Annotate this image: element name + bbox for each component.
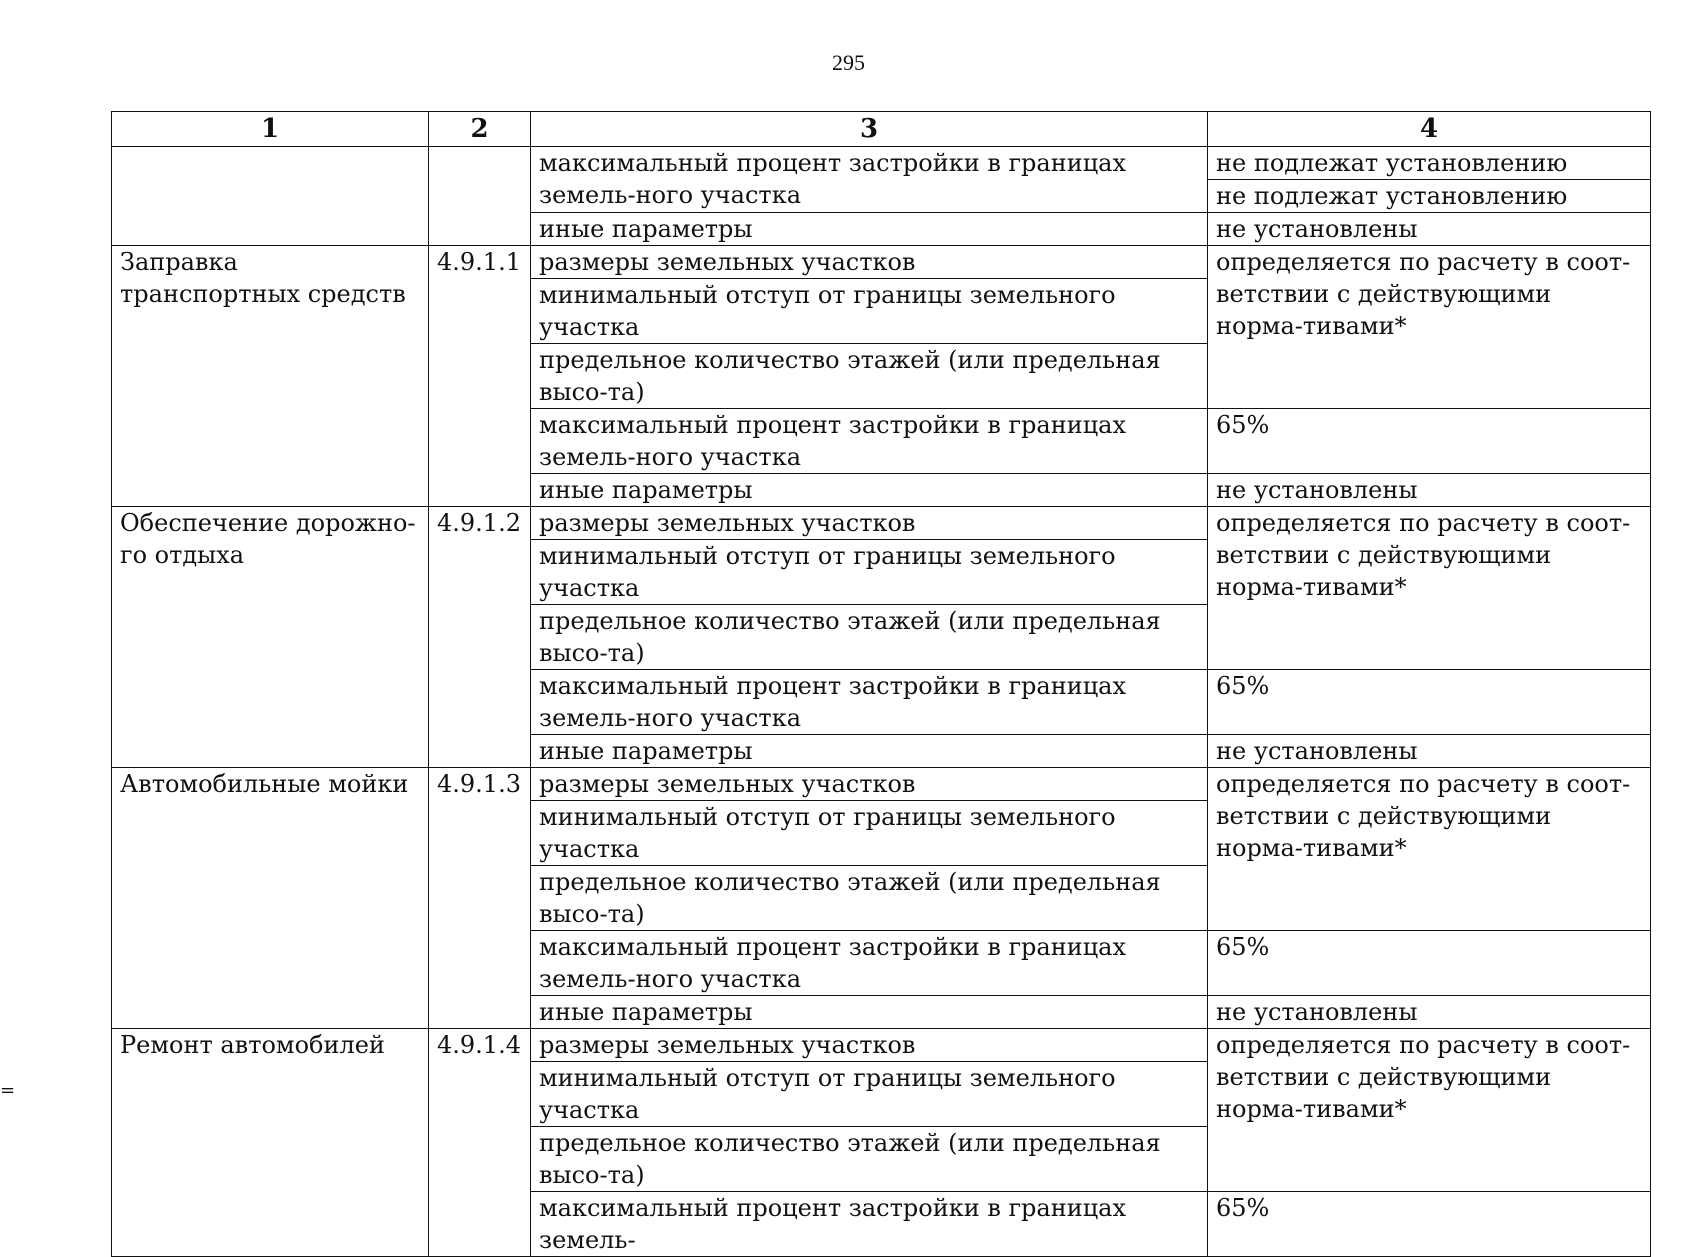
group-code: 4.9.1.4 xyxy=(429,1029,531,1257)
regulations-table xyxy=(111,111,1651,1257)
group-name: Обеспечение дорожно-го отдыха xyxy=(112,507,429,768)
value-cell: определяется по расчету в соот-ветствии с действующими норма-тивами* xyxy=(1208,768,1651,931)
value-cell xyxy=(1208,147,1651,213)
param-cell: размеры земельных участков xyxy=(531,246,1208,279)
value-text: не подлежат установлению xyxy=(1208,147,1650,180)
value-cell: определяется по расчету в соот-ветствии с действующими норма-тивами* xyxy=(1208,246,1651,409)
value-cell: 65% xyxy=(1208,670,1651,735)
param-cell: максимальный процент застройки в границах земель-ного участка xyxy=(531,931,1208,996)
param-cell: размеры земельных участков xyxy=(531,768,1208,801)
value-cell: не установлены xyxy=(1208,996,1651,1029)
value-text: не подлежат установлению xyxy=(1216,182,1568,210)
table-row xyxy=(112,768,1651,801)
column-header-3: 3 xyxy=(531,112,1208,147)
value-cell: не установлены xyxy=(1208,474,1651,507)
value-cell: определяется по расчету в соот-ветствии с действующими норма-тивами* xyxy=(1208,1029,1651,1192)
param-cell: максимальный процент застройки в границах земель- xyxy=(531,1192,1208,1257)
table-row xyxy=(112,507,1651,540)
param-cell: иные параметры xyxy=(531,213,1208,246)
value-cell: не установлены xyxy=(1208,735,1651,768)
group-name-cell xyxy=(112,147,429,246)
param-cell: иные параметры xyxy=(531,996,1208,1029)
value-cell: 65% xyxy=(1208,931,1651,996)
param-cell: предельное количество этажей (или предельная высо-та) xyxy=(531,344,1208,409)
group-code: 4.9.1.3 xyxy=(429,768,531,1029)
param-cell: иные параметры xyxy=(531,474,1208,507)
table-row xyxy=(112,147,1651,213)
group-code: 4.9.1.2 xyxy=(429,507,531,768)
param-cell: размеры земельных участков xyxy=(531,507,1208,540)
param-cell: иные параметры xyxy=(531,735,1208,768)
param-cell: предельное количество этажей (или предельная высо-та) xyxy=(531,605,1208,670)
group-name: Заправка транспортных средств xyxy=(112,246,429,507)
param-cell: максимальный процент застройки в границах земель-ного участка xyxy=(531,147,1208,213)
value-cell: не установлены xyxy=(1208,213,1651,246)
param-cell: минимальный отступ от границы земельного участка xyxy=(531,801,1208,866)
table-row xyxy=(112,246,1651,279)
table-row xyxy=(112,1029,1651,1062)
param-cell: максимальный процент застройки в границах земель-ного участка xyxy=(531,670,1208,735)
column-header-1: 1 xyxy=(112,112,429,147)
group-name: Автомобильные мойки xyxy=(112,768,429,1029)
value-cell: определяется по расчету в соот-ветствии с действующими норма-тивами* xyxy=(1208,507,1651,670)
header-row xyxy=(112,112,1651,147)
param-cell: минимальный отступ от границы земельного участка xyxy=(531,540,1208,605)
margin-mark: = xyxy=(0,1080,16,1101)
param-cell: предельное количество этажей (или предельная высо-та) xyxy=(531,866,1208,931)
param-cell: минимальный отступ от границы земельного участка xyxy=(531,1062,1208,1127)
value-cell: 65% xyxy=(1208,1192,1651,1257)
group-name: Ремонт автомобилей xyxy=(112,1029,429,1257)
page-number: 295 xyxy=(832,50,865,75)
param-cell: размеры земельных участков xyxy=(531,1029,1208,1062)
param-cell: максимальный процент застройки в границах земель-ного участка xyxy=(531,409,1208,474)
column-header-2: 2 xyxy=(429,112,531,147)
value-cell: 65% xyxy=(1208,409,1651,474)
param-cell: предельное количество этажей (или предельная высо-та) xyxy=(531,1127,1208,1192)
group-code: 4.9.1.1 xyxy=(429,246,531,507)
group-code-cell xyxy=(429,147,531,246)
param-cell: минимальный отступ от границы земельного участка xyxy=(531,279,1208,344)
column-header-4: 4 xyxy=(1208,112,1651,147)
